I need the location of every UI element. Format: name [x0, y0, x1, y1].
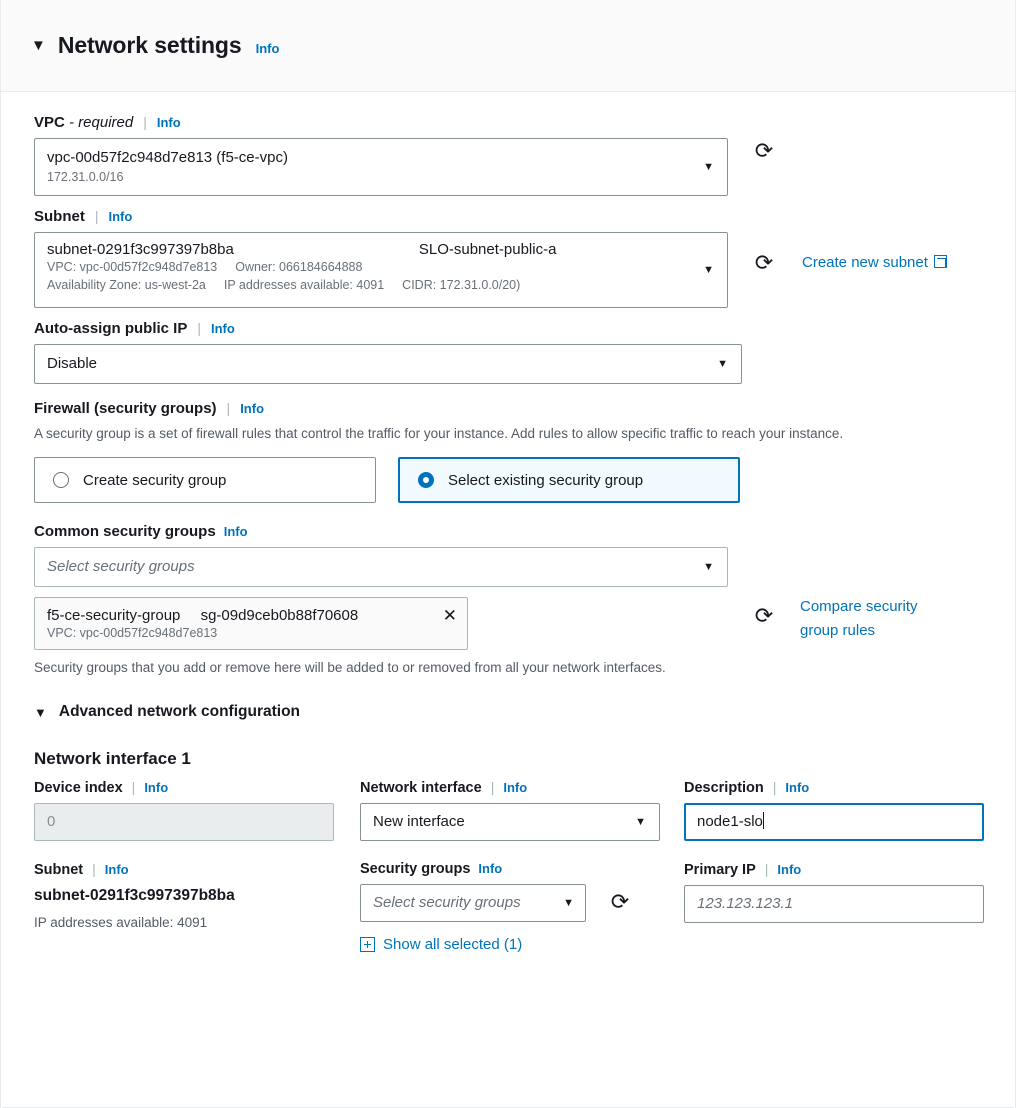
device-index-input: 0 — [34, 803, 334, 841]
chevron-down-icon: ▼ — [717, 358, 728, 370]
interface-security-groups-label: Security groups — [360, 861, 471, 877]
common-sg-label-row — [34, 523, 985, 540]
chevron-down-icon: ▼ — [563, 897, 574, 909]
radio-select-existing-security-group[interactable]: Select existing security group — [398, 457, 740, 503]
radio-create-security-group[interactable]: Create security group — [34, 457, 376, 503]
interface-security-groups-cell — [360, 861, 684, 953]
subnet-label-row — [34, 208, 985, 225]
vpc-label: VPC - required — [34, 114, 134, 131]
collapse-caret-icon[interactable]: ▼ — [31, 37, 46, 54]
description-label: Description — [684, 780, 764, 796]
text-cursor — [763, 812, 764, 829]
interface-security-groups-info-link[interactable]: Info — [478, 861, 503, 876]
subnet-ip-meta: IP addresses available: 4091 — [223, 278, 385, 292]
auto-assign-select[interactable] — [34, 344, 742, 384]
subnet-label: Subnet — [34, 208, 85, 225]
network-interface-title: Network interface 1 — [34, 749, 191, 768]
panel-header[interactable] — [1, 0, 1015, 92]
device-index-cell — [34, 779, 360, 841]
subnet-owner-meta: Owner: 066184664888 — [235, 260, 363, 274]
divider: | — [92, 861, 96, 877]
subnet-info-link[interactable]: Info — [108, 209, 133, 224]
token-vpc: VPC: vpc-00d57f2c948d7e813 — [47, 626, 218, 640]
radio-selected-icon — [418, 472, 434, 488]
firewall-radio-group — [34, 457, 985, 503]
page-title: Network settings — [57, 32, 242, 58]
vpc-cidr: 172.31.0.0/16 — [47, 170, 124, 184]
auto-assign-label: Auto-assign public IP — [34, 320, 188, 337]
token-name: f5-ce-security-group — [47, 607, 181, 624]
network-interface-select[interactable] — [360, 803, 660, 841]
subnet-refresh-button[interactable] — [750, 250, 778, 278]
interface-subnet-value: subnet-0291f3c997397b8ba — [34, 887, 235, 904]
vpc-required-text: - required — [69, 114, 134, 131]
primary-ip-label: Primary IP — [684, 862, 756, 878]
vpc-row — [34, 138, 985, 196]
device-index-info-link[interactable]: Info — [144, 780, 169, 795]
common-sg-info-link[interactable]: Info — [223, 524, 248, 539]
divider: | — [197, 320, 201, 336]
divider: | — [490, 779, 495, 795]
subnet-selected-value: subnet-0291f3c997397b8ba — [47, 241, 234, 258]
common-sg-refresh-button[interactable] — [750, 603, 778, 631]
chevron-down-icon: ▼ — [703, 561, 714, 573]
interface-security-groups-select[interactable] — [360, 884, 586, 922]
external-link-icon — [934, 255, 947, 268]
divider: | — [764, 861, 769, 877]
network-interface-value: New interface — [373, 813, 465, 830]
subnet-az-meta: Availability Zone: us-west-2a — [47, 278, 206, 292]
refresh-icon: ⟳ — [610, 890, 630, 915]
common-sg-row — [34, 547, 985, 650]
security-group-token[interactable] — [34, 597, 468, 650]
firewall-info-link[interactable]: Info — [240, 401, 265, 416]
token-id: sg-09d9ceb0b88f70608 — [200, 607, 359, 624]
expand-caret-icon: ▼ — [34, 704, 47, 720]
interface-subnet-cell — [34, 861, 360, 953]
primary-ip-cell — [684, 861, 994, 953]
divider: | — [143, 114, 147, 130]
radio-icon — [53, 472, 69, 488]
description-input[interactable] — [684, 803, 984, 841]
auto-assign-label-row — [34, 320, 985, 337]
common-sg-note: Security groups that you add or remove here will be added to or removed from all your network interfaces. — [34, 660, 666, 675]
common-sg-select[interactable] — [34, 547, 728, 587]
interface-subnet-info-link[interactable]: Info — [104, 862, 129, 877]
expand-plus-icon — [360, 937, 375, 952]
network-interface-label: Network interface — [360, 780, 482, 796]
divider: | — [94, 208, 99, 224]
subnet-row — [34, 232, 985, 308]
primary-ip-info-link[interactable]: Info — [777, 862, 802, 877]
device-index-label: Device index — [34, 780, 123, 796]
advanced-network-configuration-toggle[interactable] — [34, 703, 985, 721]
subnet-select[interactable] — [34, 232, 728, 308]
vpc-select[interactable] — [34, 138, 728, 196]
subnet-vpc-meta: VPC: vpc-00d57f2c948d7e813 — [47, 260, 218, 274]
firewall-label-row — [34, 400, 985, 417]
description-value: node1-slo — [697, 813, 763, 830]
refresh-icon: ⟳ — [754, 139, 774, 164]
common-sg-left — [34, 547, 728, 650]
description-info-link[interactable]: Info — [785, 780, 810, 795]
interface-subnet-label: Subnet — [34, 862, 84, 878]
refresh-icon: ⟳ — [754, 251, 774, 276]
chevron-down-icon: ▼ — [703, 264, 714, 276]
panel-info-link[interactable]: Info — [255, 41, 280, 56]
description-cell — [684, 779, 994, 841]
vpc-refresh-button[interactable] — [750, 138, 778, 166]
interface-row-1 — [34, 779, 985, 841]
refresh-icon: ⟳ — [754, 604, 774, 629]
advanced-label: Advanced network configuration — [58, 703, 301, 720]
show-all-selected-link[interactable] — [360, 936, 674, 953]
chevron-down-icon: ▼ — [703, 161, 714, 173]
interface-subnet-ip-available: IP addresses available: 4091 — [34, 915, 208, 930]
network-interface-info-link[interactable]: Info — [503, 780, 528, 795]
subnet-alias: SLO-subnet-public-a — [418, 241, 557, 258]
show-all-selected-label: Show all selected (1) — [383, 936, 523, 953]
chevron-down-icon: ▼ — [635, 816, 646, 828]
compare-security-group-rules-link[interactable]: Compare security group rules — [800, 598, 918, 639]
interface-security-groups-placeholder: Select security groups — [373, 894, 521, 911]
vpc-selected-value: vpc-00d57f2c948d7e813 (f5-ce-vpc) — [47, 149, 288, 166]
common-sg-label: Common security groups — [34, 523, 216, 540]
vpc-label-row — [34, 114, 985, 131]
common-sg-placeholder: Select security groups — [47, 558, 195, 575]
auto-assign-info-link[interactable]: Info — [210, 321, 235, 336]
divider: | — [131, 779, 136, 795]
remove-token-icon[interactable]: ✕ — [442, 606, 457, 625]
create-new-subnet-link[interactable]: Create new subnet — [802, 254, 947, 271]
primary-ip-input[interactable]: 123.123.123.1 — [684, 885, 984, 923]
vpc-info-link[interactable]: Info — [156, 115, 181, 130]
subnet-cidr-meta: CIDR: 172.31.0.0/20) — [402, 278, 521, 292]
auto-assign-value: Disable — [47, 355, 98, 372]
interface-security-groups-refresh-button[interactable] — [606, 889, 634, 917]
divider: | — [226, 400, 231, 416]
divider: | — [772, 779, 777, 795]
panel-body — [1, 92, 1015, 993]
interface-row-2 — [34, 861, 985, 953]
firewall-label: Firewall (security groups) — [34, 400, 217, 417]
firewall-help-text: A security group is a set of firewall rules that control the traffic for your instance. Add rules to allow specific traffic to reach your instance. — [34, 426, 844, 441]
network-interface-cell — [360, 779, 684, 841]
